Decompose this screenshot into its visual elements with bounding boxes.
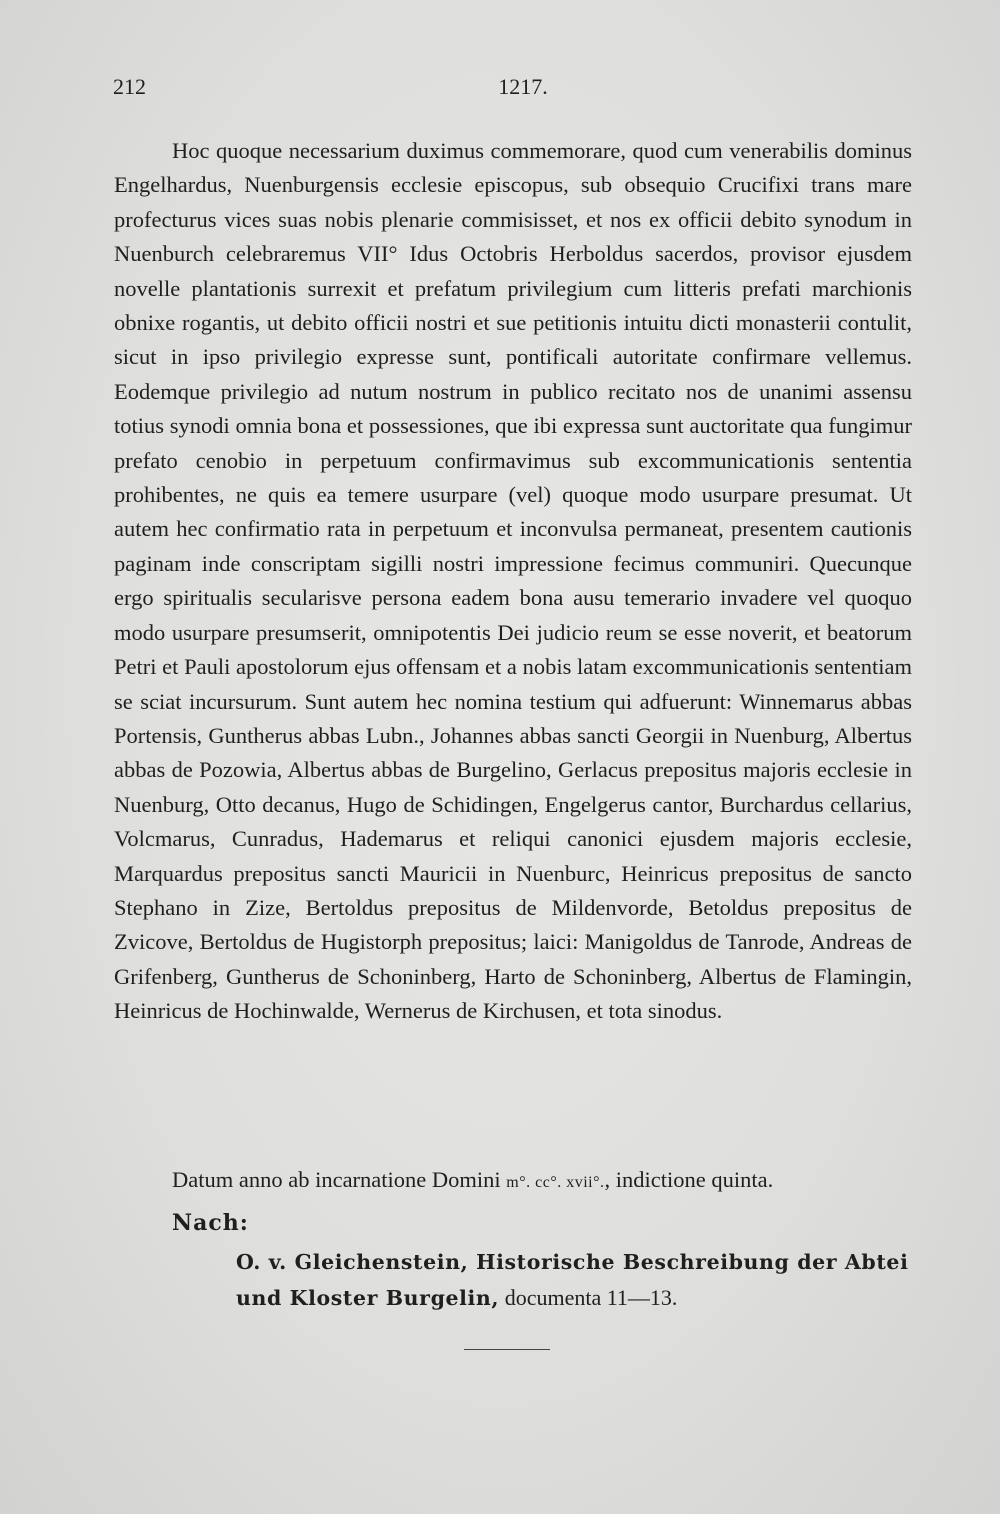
source-reference bbox=[236, 1244, 912, 1316]
dating-clause bbox=[114, 1163, 912, 1200]
running-header-year: 1217. bbox=[498, 74, 548, 99]
source-label: Nach: bbox=[172, 1210, 249, 1236]
dating-clause-year: m°. cc°. xvii°. bbox=[506, 1174, 605, 1191]
source-reference-title: O. v. Gleichenstein, Historische Beschreibung der Abtei und Kloster Burgelin, bbox=[236, 1250, 909, 1310]
document-body bbox=[114, 134, 912, 1029]
dating-clause-end: , indictione quinta. bbox=[604, 1167, 774, 1192]
source-reference-documents: documenta 11—13. bbox=[499, 1285, 678, 1310]
page-number: 212 bbox=[113, 74, 146, 99]
running-header bbox=[113, 74, 913, 104]
charter-paragraph: Hoc quoque necessarium duximus commemorare, quod cum venerabilis dominus Engelhardus, Nuenburgensis ecclesie episcopus, sub obsequio Crucifixi trans mare profecturus vices suas nobis plenarie commisisset, et nos ex officii debito synodum in Nuenburch celebraremus VII° Idus Octobris Herboldus sacerdos, provisor ejusdem novelle plantationis surrexit et prefatum privilegium cum litteris prefati marchionis obnixe rogantis, ut debito officii nostri et sue petitionis intuitu dicti monasterii contulit, sicut in ipso privilegio expresse sunt, pontificali autoritate confirmare vellemus. Eodemque privilegio ad nutum nostrum in publico recitato nos de unanimi assensu totius synodi omnia bona et possessiones, que ibi expressa sunt auctoritate qua fungimur prefato cenobio in perpetuum confirmavimus sub excommunicationis sententia prohibentes, ne quis ea temere usurpare (vel) quoque modo usurpare presumat. Ut autem hec confirmatio rata in perpetuum et inconvulsa permaneat, presentem cautionis paginam inde conscriptam sigilli nostri impressione fecimus communiri. Quecunque ergo spiritualis secularisve persona eadem bona ausu temerario invadere vel quoquo modo usurpare presumserit, omnipotentis Dei judicio reum se esse noverit, et beatorum Petri et Pauli apostolorum ejus offensam et a nobis latam excommunicationis sententiam se sciat incursurum. Sunt autem hec nomina testium qui adfuerunt: Winnemarus abbas Portensis, Guntherus abbas Lubn., Johannes abbas sancti Georgii in Nuenburg, Albertus abbas de Pozowia, Albertus abbas de Burgelino, Gerlacus prepositus majoris ecclesie in Nuenburg, Otto decanus, Hugo de Schidingen, Engelgerus cantor, Burchardus cellarius, Volcmarus, Cunradus, Hademarus et reliqui canonici ejusdem majoris ecclesie, Marquardus prepositus sancti Mauricii in Nuenburc, Heinricus prepositus de sancto Stephano in Zize, Bertoldus prepositus de Mildenvorde, Betoldus prepositus de Zvicove, Bertoldus de Hugistorph prepositus; laici: Manigoldus de Tanrode, Andreas de Grifenberg, Guntherus de Schoninberg, Harto de Schoninberg, Albertus de Flamingin, Heinricus de Hochinwalde, Wernerus de Kirchusen, et tota sinodus. bbox=[114, 138, 912, 1024]
end-rule bbox=[464, 1349, 550, 1350]
dating-clause-start: Datum anno ab incarnatione Domini bbox=[172, 1167, 507, 1192]
